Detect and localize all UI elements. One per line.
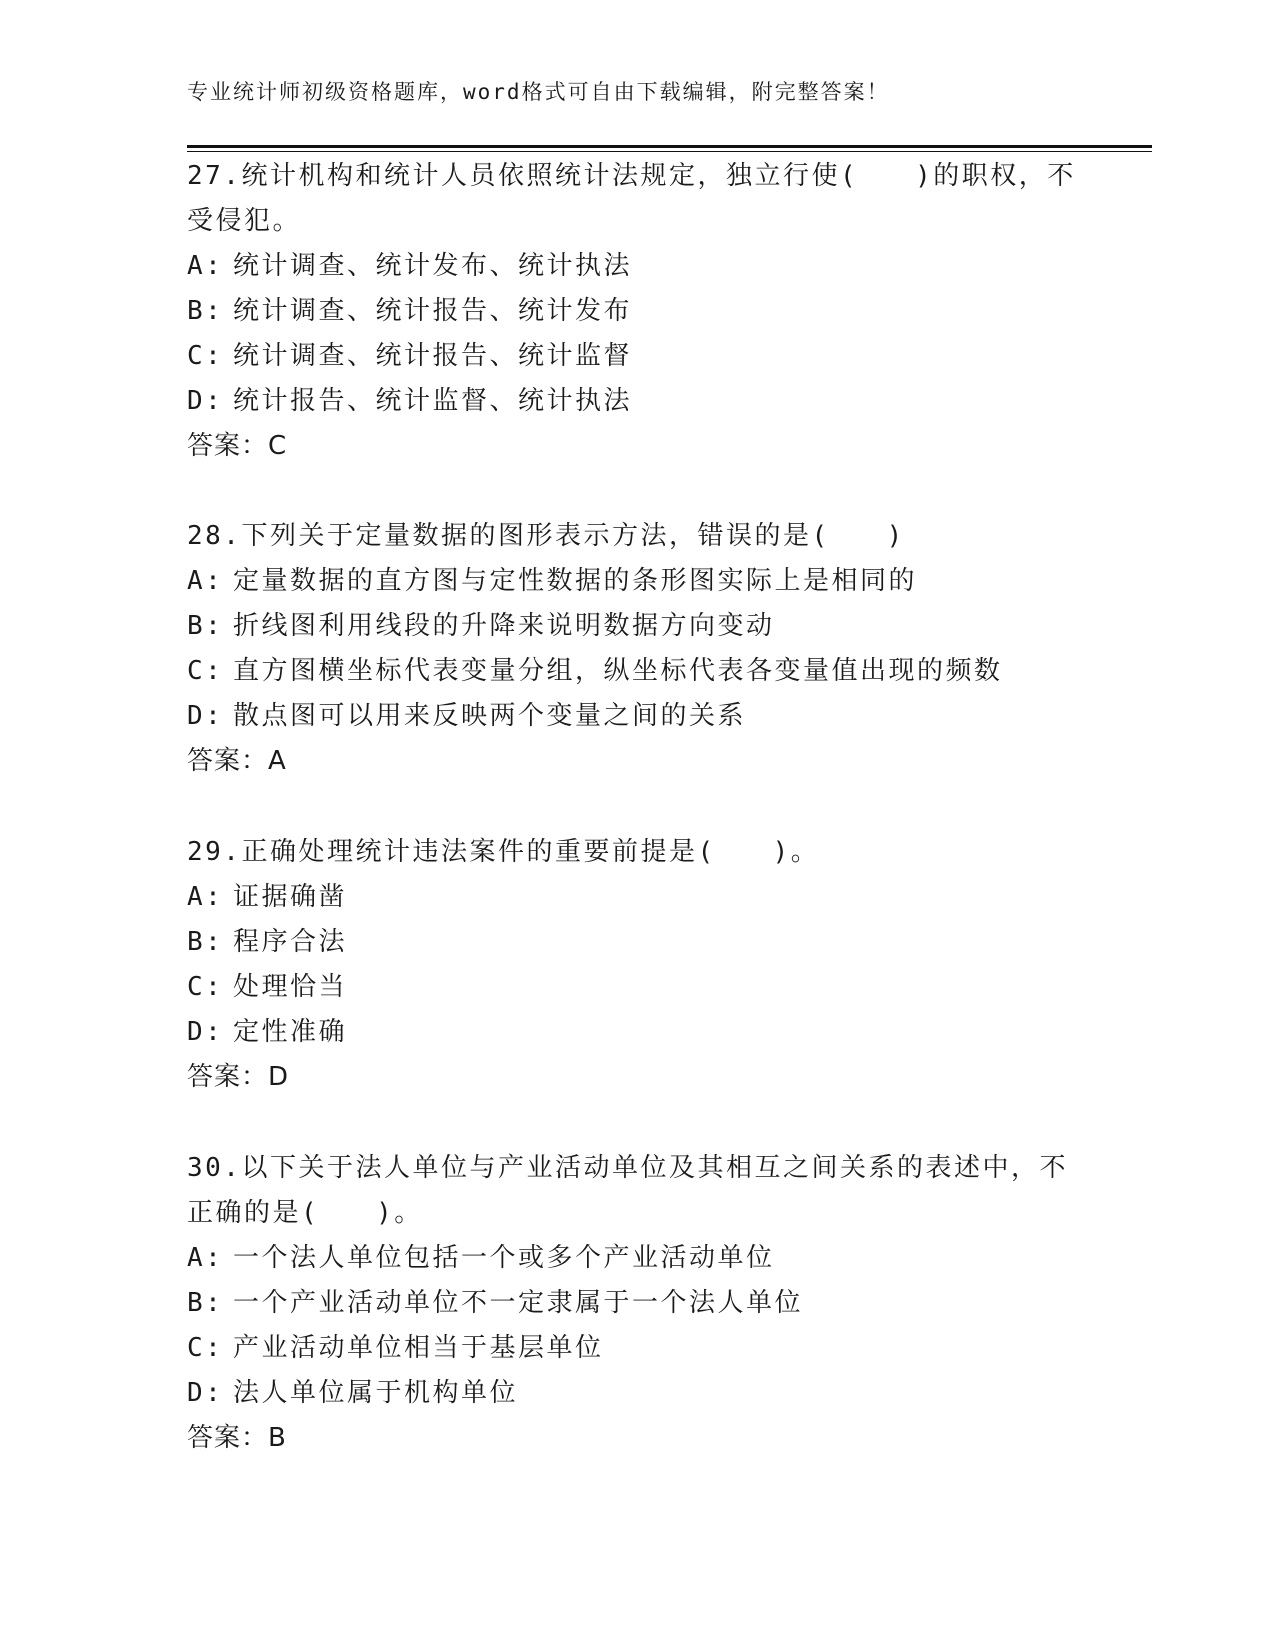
question-stem-continued: 正确的是( )。 bbox=[187, 1198, 423, 1228]
option-text: 折线图利用线段的升降来说明数据方向变动 bbox=[233, 611, 775, 641]
option-key: D: bbox=[187, 1378, 224, 1408]
option-a bbox=[187, 244, 1087, 289]
page-header: 专业统计师初级资格题库，word格式可自由下载编辑，附完整答案！ bbox=[187, 80, 890, 104]
option-text: 统计调查、统计报告、统计监督 bbox=[233, 341, 633, 371]
question-30 bbox=[187, 1146, 1087, 1461]
option-c bbox=[187, 965, 1087, 1010]
question-stem: 29.正确处理统计违法案件的重要前提是( )。 bbox=[187, 837, 820, 867]
option-key: B: bbox=[187, 927, 224, 957]
option-text: 定量数据的直方图与定性数据的条形图实际上是相同的 bbox=[233, 566, 918, 596]
option-b bbox=[187, 604, 1087, 649]
option-key: C: bbox=[187, 341, 224, 371]
option-text: 法人单位属于机构单位 bbox=[233, 1378, 519, 1408]
option-text: 证据确凿 bbox=[233, 882, 348, 912]
option-d bbox=[187, 1371, 1087, 1416]
option-text: 一个产业活动单位不一定隶属于一个法人单位 bbox=[233, 1288, 804, 1318]
option-b bbox=[187, 289, 1087, 334]
option-key: B: bbox=[187, 1288, 224, 1318]
option-key: A: bbox=[187, 882, 224, 912]
option-text: 产业活动单位相当于基层单位 bbox=[233, 1333, 604, 1363]
option-d bbox=[187, 694, 1087, 739]
option-text: 统计调查、统计报告、统计发布 bbox=[233, 296, 633, 326]
option-d bbox=[187, 1010, 1087, 1055]
option-c bbox=[187, 649, 1087, 694]
question-stem: 28.下列关于定量数据的图形表示方法，错误的是( ) bbox=[187, 521, 905, 551]
option-b bbox=[187, 920, 1087, 965]
question-28 bbox=[187, 514, 1087, 784]
option-key: D: bbox=[187, 386, 224, 416]
option-c bbox=[187, 1326, 1087, 1371]
question-stem: 27.统计机构和统计人员依照统计法规定，独立行使( )的职权，不 bbox=[187, 161, 1076, 191]
option-text: 程序合法 bbox=[233, 927, 348, 957]
option-key: B: bbox=[187, 611, 224, 641]
header-divider bbox=[187, 145, 1152, 148]
answer-line: 答案：B bbox=[187, 1423, 287, 1453]
question-29 bbox=[187, 830, 1087, 1100]
option-key: D: bbox=[187, 701, 224, 731]
option-text: 定性准确 bbox=[233, 1017, 348, 1047]
option-d bbox=[187, 379, 1087, 424]
option-key: D: bbox=[187, 1017, 224, 1047]
option-text: 散点图可以用来反映两个变量之间的关系 bbox=[233, 701, 747, 731]
option-key: A: bbox=[187, 1243, 224, 1273]
option-key: C: bbox=[187, 1333, 224, 1363]
question-stem: 30.以下关于法人单位与产业活动单位及其相互之间关系的表述中，不 bbox=[187, 1153, 1068, 1183]
option-a bbox=[187, 559, 1087, 604]
question-27 bbox=[187, 154, 1087, 469]
option-key: C: bbox=[187, 972, 224, 1002]
option-key: A: bbox=[187, 566, 224, 596]
option-text: 统计报告、统计监督、统计执法 bbox=[233, 386, 633, 416]
option-text: 统计调查、统计发布、统计执法 bbox=[233, 251, 633, 281]
answer-line: 答案：C bbox=[187, 431, 288, 461]
option-key: A: bbox=[187, 251, 224, 281]
header-divider-thin bbox=[187, 151, 1152, 152]
option-text: 直方图横坐标代表变量分组，纵坐标代表各变量值出现的频数 bbox=[233, 656, 1003, 686]
option-b bbox=[187, 1281, 1087, 1326]
option-key: B: bbox=[187, 296, 224, 326]
option-a bbox=[187, 1236, 1087, 1281]
answer-line: 答案：D bbox=[187, 1062, 290, 1092]
option-text: 一个法人单位包括一个或多个产业活动单位 bbox=[233, 1243, 775, 1273]
option-text: 处理恰当 bbox=[233, 972, 348, 1002]
option-key: C: bbox=[187, 656, 224, 686]
answer-line: 答案：A bbox=[187, 746, 287, 776]
option-c bbox=[187, 334, 1087, 379]
question-stem-continued: 受侵犯。 bbox=[187, 206, 302, 236]
option-a bbox=[187, 875, 1087, 920]
